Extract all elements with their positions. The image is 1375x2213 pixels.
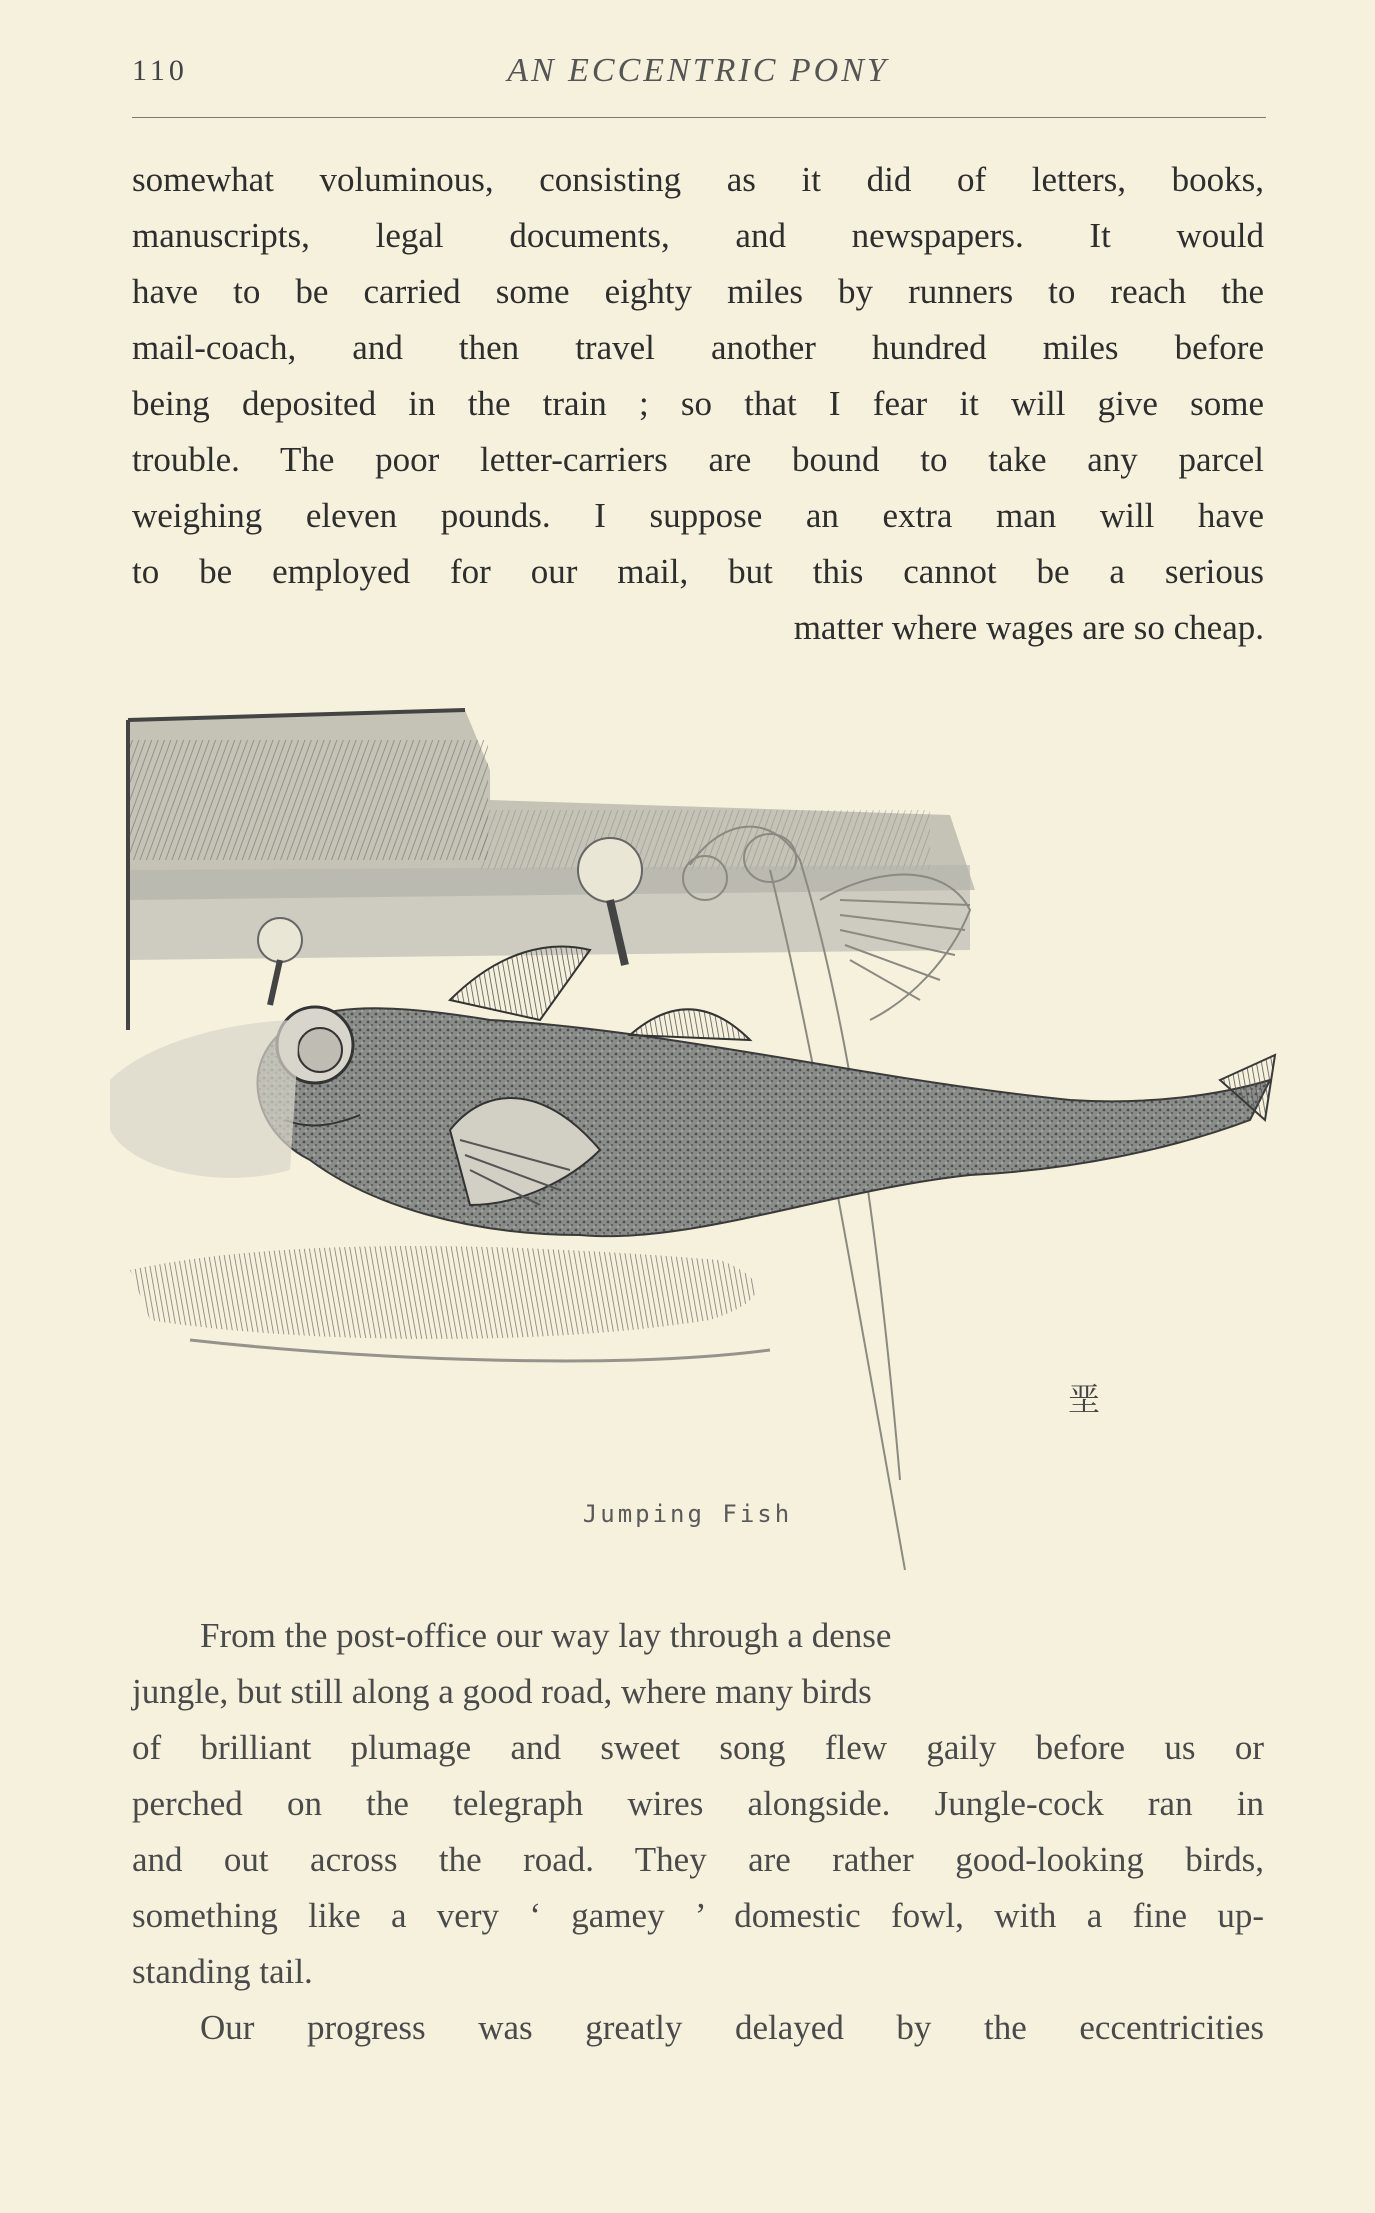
mud-bank-left: [110, 1020, 300, 1178]
text-line: matter where wages are so cheap.: [793, 608, 1264, 647]
text-line: standing tail.: [132, 1952, 313, 1991]
text-line: somewhat voluminous, consisting as it did of letters, books,: [132, 160, 1264, 199]
text-line: and out across the road. They are rather good-looking birds,: [132, 1840, 1264, 1879]
paragraph-3: [132, 2000, 1264, 2056]
mudskipper-fish: [257, 947, 1275, 1237]
text-line: to be employed for our mail, but this cannot be a serious: [132, 552, 1264, 591]
text-line: something like a very ‘ gamey ’ domestic fowl, with a fine up-: [132, 1896, 1264, 1935]
water-surface: [128, 865, 970, 960]
jungle-trees: [128, 740, 488, 860]
text-line: From the post-office our way lay through a dense: [200, 1616, 892, 1655]
text-line: jungle, but still along a good road, where many birds: [132, 1672, 872, 1711]
paragraph-2: [132, 1608, 1264, 2000]
small-tree: [258, 918, 302, 1005]
text-line: Our progress was greatly delayed by the eccentricities: [200, 2008, 1264, 2047]
page-header: [132, 48, 1264, 108]
mud-bank-lower: [130, 1246, 756, 1339]
header-rule: [132, 117, 1266, 118]
text-line: being deposited in the train ; so that I fear it will give some: [132, 384, 1264, 423]
paragraph-1: [132, 152, 1264, 656]
text-line: perched on the telegraph wires alongside. Jungle-cock ran in: [132, 1784, 1264, 1823]
jumping-fish-engraving: [70, 700, 1345, 1620]
text-line: weighing eleven pounds. I suppose an extra man will have: [132, 496, 1264, 535]
artist-monogram: 垩: [1068, 1380, 1101, 1418]
text-line: manuscripts, legal documents, and newspapers. It would: [132, 216, 1264, 255]
text-line: of brilliant plumage and sweet song flew gaily before us or: [132, 1728, 1264, 1767]
text-line: trouble. The poor letter-carriers are bound to take any parcel: [132, 440, 1264, 479]
text-line: mail-coach, and then travel another hundred miles before: [132, 328, 1264, 367]
text-line: have to be carried some eighty miles by runners to reach the: [132, 272, 1264, 311]
ground-line: [190, 1340, 770, 1361]
page-number: 110: [132, 54, 188, 87]
running-title: AN ECCENTRIC PONY: [507, 52, 889, 89]
distant-trees: [480, 810, 930, 870]
figure-caption: Jumping Fish: [582, 1500, 793, 1528]
